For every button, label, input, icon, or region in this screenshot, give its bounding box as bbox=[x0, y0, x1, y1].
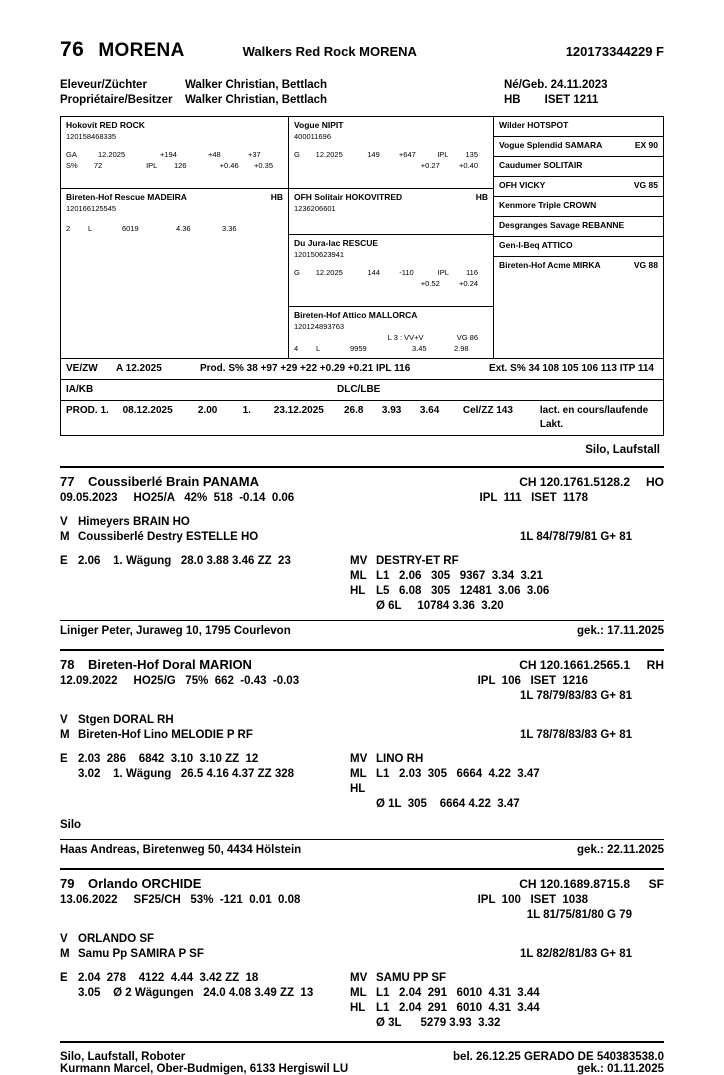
gm-dam-milk: 9959 bbox=[350, 344, 367, 353]
entry-footer bbox=[60, 620, 664, 639]
gp-sire-date: 12.2025 bbox=[315, 150, 343, 159]
owner-value: Walker Christian, Bettlach bbox=[185, 94, 328, 106]
entry-ipl-iset: IPL 106 ISET 1216 bbox=[477, 675, 588, 687]
gm-dam-score: VG 86 bbox=[456, 333, 478, 342]
hl-row bbox=[350, 1001, 664, 1016]
dam-lact-count: 2 bbox=[66, 224, 71, 233]
dam-lact-row bbox=[66, 223, 283, 234]
entry-performance bbox=[60, 752, 664, 812]
entry-performance bbox=[60, 554, 664, 614]
sire-tag: V bbox=[60, 933, 68, 945]
entry-title bbox=[60, 657, 664, 673]
iakb-label: IA/KB bbox=[66, 384, 94, 395]
e-tag: E bbox=[60, 555, 68, 567]
entry-own-perf bbox=[60, 554, 350, 614]
entry-dam-score: 1L 84/78/79/81 G+ 81 bbox=[519, 531, 632, 543]
ggp-row bbox=[494, 117, 663, 137]
gm-sire-v1: 144 bbox=[367, 268, 381, 277]
gp-sire-v1: 149 bbox=[367, 150, 380, 159]
e-line-2: 3.05 Ø 2 Wägungen 24.0 4.08 3.49 ZZ 13 bbox=[78, 987, 314, 999]
hl-label: HL bbox=[350, 585, 366, 597]
prod-age: 2.00 bbox=[197, 405, 218, 416]
dam-lact-label: L bbox=[88, 224, 93, 233]
entry-dam-name: Samu Pp SAMIRA P SF bbox=[78, 948, 204, 960]
entry-own-perf bbox=[60, 971, 350, 1031]
hl-label: HL bbox=[350, 1002, 366, 1014]
ml-row bbox=[350, 986, 664, 1001]
dam-cell bbox=[61, 189, 288, 254]
entry-extra-score-row bbox=[60, 908, 664, 923]
ggp-name: Gen-I-Beq ATTICO bbox=[499, 240, 573, 250]
ml-label: ML bbox=[350, 768, 367, 780]
gm-sire-cell bbox=[289, 235, 493, 307]
entry-e-row-2 bbox=[60, 767, 350, 782]
gp-sire-row-2 bbox=[294, 160, 488, 171]
vezw-label: VE/ZW bbox=[66, 363, 98, 374]
entry-performance bbox=[60, 971, 664, 1031]
entry-title bbox=[60, 876, 664, 892]
entry-dam-row bbox=[60, 530, 664, 545]
entry-number: 78 bbox=[60, 657, 75, 672]
ggp-score: VG 88 bbox=[633, 260, 658, 270]
gp-sire-ipl-label: IPL bbox=[437, 150, 449, 159]
dam-tag: M bbox=[60, 531, 70, 543]
gp-dam-hb: HB bbox=[475, 192, 488, 202]
avg-value: Ø 6L 10784 3.36 3.20 bbox=[376, 600, 504, 612]
mv-value: SAMU PP SF bbox=[376, 972, 447, 984]
entry-sire-row bbox=[60, 932, 664, 947]
ggp-name: Desgranges Savage REBANNE bbox=[499, 220, 625, 230]
page-header bbox=[60, 0, 664, 62]
entry-birth-index: 09.05.2023 HO25/A 42% 518 -0.14 0.06 bbox=[60, 492, 295, 504]
ggp-row bbox=[494, 257, 663, 276]
hl-value: L5 6.08 305 12481 3.06 3.06 bbox=[376, 585, 550, 597]
footer-gek-date: gek.: 01.11.2025 bbox=[577, 1063, 664, 1075]
sire-v5: +0.35 bbox=[254, 161, 273, 170]
pedigree-col-greatgrandparents bbox=[494, 117, 663, 358]
ggp-score: EX 90 bbox=[634, 140, 658, 150]
hl-value: L1 2.04 291 6010 4.31 3.44 bbox=[376, 1002, 540, 1014]
avg-row bbox=[350, 599, 664, 614]
gm-sire-id: 120150623941 bbox=[294, 250, 345, 259]
e-tag: E bbox=[60, 753, 68, 765]
sire-ga-label: GA bbox=[66, 150, 77, 159]
entry-birth-index: 13.06.2022 SF25/CH 53% -121 0.01 0.08 bbox=[60, 894, 301, 906]
entry-parents bbox=[60, 713, 664, 743]
entry-breed: HO bbox=[646, 475, 664, 489]
hl-row bbox=[350, 584, 664, 599]
iset-label: ISET 1211 bbox=[544, 94, 599, 106]
dam-id: 120166125545 bbox=[66, 204, 117, 213]
e-line-1: 2.04 278 4122 4.44 3.42 ZZ 18 bbox=[78, 972, 259, 984]
gp-sire-name: Vogue NIPIT bbox=[294, 120, 344, 130]
ggp-row bbox=[494, 177, 663, 197]
breeder-row bbox=[60, 78, 664, 93]
catalog-entry bbox=[60, 466, 664, 639]
e-line-2: 3.02 1. Wägung 26.5 4.16 4.37 ZZ 328 bbox=[78, 768, 295, 780]
pedigree-col-parents bbox=[61, 117, 289, 358]
entry-parents bbox=[60, 515, 664, 545]
entry-subline bbox=[60, 893, 664, 908]
dam-milk: 6019 bbox=[122, 224, 139, 233]
mv-value: DESTRY-ET RF bbox=[376, 555, 459, 567]
owner-block bbox=[60, 78, 664, 108]
dam-name-row bbox=[66, 192, 283, 203]
mv-row bbox=[350, 554, 664, 569]
gp-dam-name: OFH Solitair HOKOVITRED bbox=[294, 192, 403, 202]
footer-housing: Silo, Laufstall, Roboter bbox=[60, 1051, 186, 1063]
gm-dam-lact-count: 4 bbox=[294, 344, 299, 353]
ggp-name: Bireten-Hof Acme MIRKA bbox=[499, 260, 601, 270]
entry-title bbox=[60, 474, 664, 490]
entry-name: Orlando ORCHIDE bbox=[88, 876, 202, 891]
gm-dam-class-row bbox=[294, 332, 488, 343]
gm-dam-id: 120124893763 bbox=[294, 322, 345, 331]
sire-name: Hokovit RED ROCK bbox=[66, 120, 145, 130]
entry-ipl-iset: IPL 111 ISET 1178 bbox=[479, 492, 588, 504]
dlclbe-label: DLC/LBE bbox=[337, 384, 381, 395]
footer-row-1 bbox=[60, 1051, 664, 1063]
iakb-row bbox=[61, 380, 663, 401]
sire-id: 120158468335 bbox=[66, 132, 117, 141]
entry-dam-perf bbox=[350, 971, 664, 1031]
entry-e-row bbox=[60, 752, 350, 767]
prod-cellcount: Cel/ZZ 143 bbox=[462, 405, 513, 416]
entry-extra-score: 1L 81/75/81/80 G 79 bbox=[526, 909, 632, 921]
entry-number: 79 bbox=[60, 876, 75, 891]
sire-s-label: S% bbox=[66, 161, 78, 170]
prod-date1: 08.12.2025 bbox=[122, 405, 173, 416]
entry-breed: RH bbox=[646, 658, 664, 672]
breeder-value: Walker Christian, Bettlach bbox=[185, 79, 328, 91]
gm-sire-ipl: 116 bbox=[466, 268, 479, 277]
prod-values: Prod. S% 38 +97 +29 +22 +0.29 +0.21 IPL 116 bbox=[200, 363, 411, 374]
ml-label: ML bbox=[350, 570, 367, 582]
entry-ch-id: CH 120.1761.5128.2 bbox=[519, 475, 630, 489]
ggp-name: Wilder HOTSPOT bbox=[499, 120, 569, 130]
gm-dam-fat: 3.45 bbox=[412, 344, 427, 353]
gp-sire-ipl: 135 bbox=[465, 150, 479, 159]
entry-sire-row bbox=[60, 515, 664, 530]
entry-housing-row bbox=[60, 818, 664, 833]
gp-sire-cell bbox=[289, 117, 493, 189]
entry-e-row-2 bbox=[60, 986, 350, 1001]
lot-number: 76 bbox=[60, 38, 85, 61]
entry-sire-name: Stgen DORAL RH bbox=[78, 714, 174, 726]
prod-date2: 23.12.2025 bbox=[273, 405, 324, 416]
mv-label: MV bbox=[350, 972, 368, 984]
ml-value: L1 2.03 305 6664 4.22 3.47 bbox=[376, 768, 540, 780]
entry-dam-row bbox=[60, 947, 664, 962]
entry-dam-row bbox=[60, 728, 664, 743]
gm-sire-name: Du Jura-lac RESCUE bbox=[294, 238, 379, 248]
sire-index-row-2 bbox=[66, 160, 283, 171]
entry-dam-name: Coussiberlé Destry ESTELLE HO bbox=[78, 531, 259, 543]
sire-ipl-value: 126 bbox=[173, 161, 187, 170]
animal-full-name: Walkers Red Rock MORENA bbox=[242, 44, 417, 59]
gp-sire-v4: +0.40 bbox=[459, 161, 478, 170]
ggp-row bbox=[494, 237, 663, 257]
avg-row bbox=[350, 797, 664, 812]
footer-row-2 bbox=[60, 1063, 664, 1075]
dam-name: Bireten-Hof Rescue MADEIRA bbox=[66, 192, 187, 202]
dam-fat: 4.36 bbox=[176, 224, 191, 233]
catalog-entry bbox=[60, 649, 664, 858]
pedigree-table bbox=[60, 116, 664, 359]
gm-sire-ipl-label: IPL bbox=[437, 268, 449, 277]
hl-row bbox=[350, 782, 664, 797]
gm-dam-cell bbox=[289, 307, 493, 358]
vezw-row bbox=[61, 359, 663, 380]
entry-subline bbox=[60, 491, 664, 506]
sire-ga-v2: +48 bbox=[208, 150, 221, 159]
ml-label: ML bbox=[350, 987, 367, 999]
ggp-name: Caudumer SOLITAIR bbox=[499, 160, 583, 170]
entry-ch-id: CH 120.1661.2565.1 bbox=[519, 658, 630, 672]
entry-housing: Silo bbox=[60, 819, 82, 831]
entry-owner: Liniger Peter, Juraweg 10, 1795 Courlevon bbox=[60, 625, 291, 637]
sire-tag: V bbox=[60, 714, 68, 726]
sire-index-row-1 bbox=[66, 149, 283, 160]
e-line-1: 2.06 1. Wägung 28.0 3.88 3.46 ZZ 23 bbox=[78, 555, 291, 567]
ggp-name: Vogue Splendid SAMARA bbox=[499, 140, 603, 150]
entry-name: Coussiberlé Brain PANAMA bbox=[88, 474, 259, 489]
gm-sire-row-1 bbox=[294, 267, 488, 278]
gm-dam-name: Bireten-Hof Attico MALLORCA bbox=[294, 310, 418, 320]
gp-dam-id: 1236206601 bbox=[294, 204, 336, 213]
mv-value: LINO RH bbox=[376, 753, 424, 765]
gp-sire-v3: +0.27 bbox=[420, 161, 440, 170]
sire-ipl-label: IPL bbox=[146, 161, 158, 170]
gm-sire-v4: +0.24 bbox=[459, 279, 478, 288]
footer-owner: Kurmann Marcel, Ober-Budmigen, 6133 Hergiswil LU bbox=[60, 1063, 349, 1075]
dam-protein: 3.36 bbox=[222, 224, 237, 233]
gm-sire-v2: -110 bbox=[399, 268, 414, 277]
pedigree-col-grandparents bbox=[289, 117, 494, 358]
herdbook-info bbox=[504, 93, 664, 108]
gm-sire-row-2 bbox=[294, 278, 488, 289]
entry-dam-perf bbox=[350, 554, 664, 614]
e-line-1: 2.03 286 6842 3.10 3.10 ZZ 12 bbox=[78, 753, 259, 765]
breeder-label: Eleveur/Züchter bbox=[60, 79, 147, 91]
entry-number: 77 bbox=[60, 474, 75, 489]
ggp-name: Kenmore Triple CROWN bbox=[499, 200, 597, 210]
entry-subline bbox=[60, 674, 664, 689]
vezw-date: A 12.2025 bbox=[116, 363, 162, 374]
gm-sire-g-label: G bbox=[294, 268, 300, 277]
mv-row bbox=[350, 971, 664, 986]
avg-value: Ø 3L 5279 3.93 3.32 bbox=[376, 1017, 501, 1029]
prod-fat: 3.93 bbox=[381, 405, 402, 416]
entry-dam-name: Bireten-Hof Lino MELODIE P RF bbox=[78, 729, 253, 741]
entry-birth-index: 12.09.2022 HO25/G 75% 662 -0.43 -0.03 bbox=[60, 675, 300, 687]
entry-dam-score: 1L 82/82/81/83 G+ 81 bbox=[519, 948, 632, 960]
entry-gek-date: gek.: 22.11.2025 bbox=[577, 844, 664, 856]
mv-label: MV bbox=[350, 555, 368, 567]
prod-lact: 1. bbox=[242, 405, 251, 416]
gm-sire-v3: +0.52 bbox=[420, 279, 440, 288]
breeding-values-block bbox=[60, 359, 664, 436]
entry-e-row bbox=[60, 971, 350, 986]
owner-row bbox=[60, 93, 664, 108]
entry-dam-score: 1L 78/78/83/83 G+ 81 bbox=[519, 729, 632, 741]
gp-sire-v2: +647 bbox=[398, 150, 416, 159]
animal-name: MORENA bbox=[98, 40, 185, 61]
ggp-row bbox=[494, 157, 663, 177]
ggp-score: VG 85 bbox=[633, 180, 658, 190]
prod-milk: 26.8 bbox=[343, 405, 364, 416]
e-tag: E bbox=[60, 972, 68, 984]
entry-extra-score: 1L 78/79/83/83 G+ 81 bbox=[519, 690, 632, 702]
entry-extra-score-row bbox=[60, 689, 664, 704]
sire-ga-v3: +37 bbox=[248, 150, 261, 159]
entry-breed: SF bbox=[648, 877, 664, 891]
ml-row bbox=[350, 767, 664, 782]
sire-s-value: 72 bbox=[93, 161, 103, 170]
prod-note: lact. en cours/laufende Lakt. bbox=[539, 405, 649, 430]
owner-label: Propriétaire/Besitzer bbox=[60, 94, 173, 106]
mv-label: MV bbox=[350, 753, 368, 765]
ml-row bbox=[350, 569, 664, 584]
gm-dam-lact-row bbox=[294, 343, 488, 354]
ggp-row bbox=[494, 217, 663, 237]
entry-sire-name: ORLANDO SF bbox=[78, 933, 155, 945]
gm-dam-lact-label: L bbox=[316, 344, 321, 353]
mv-row bbox=[350, 752, 664, 767]
gm-dam-class: L 3 : VV+V bbox=[387, 333, 424, 342]
sire-cell bbox=[61, 117, 288, 189]
dam-tag: M bbox=[60, 948, 70, 960]
dam-tag: M bbox=[60, 729, 70, 741]
hb-label: HB bbox=[504, 94, 521, 106]
entry-e-row bbox=[60, 554, 350, 569]
ml-value: L1 2.04 291 6010 4.31 3.44 bbox=[376, 987, 540, 999]
gm-dam-protein: 2.98 bbox=[454, 344, 469, 353]
page-footer bbox=[60, 1041, 664, 1075]
footer-insemination: bel. 26.12.25 GERADO DE 540383538.0 bbox=[453, 1051, 664, 1063]
ext-values: Ext. S% 34 108 105 106 113 ITP 114 bbox=[489, 363, 654, 374]
entry-ch-id: CH 120.1689.8715.8 bbox=[519, 877, 630, 891]
hl-label: HL bbox=[350, 783, 366, 795]
entry-owner: Haas Andreas, Biretenweg 50, 4434 Hölstein bbox=[60, 844, 302, 856]
ggp-row bbox=[494, 137, 663, 157]
catalog-entry bbox=[60, 868, 664, 1031]
gp-sire-id: 400011696 bbox=[294, 132, 331, 141]
animal-id: 120173344229 F bbox=[565, 44, 664, 59]
ggp-row bbox=[494, 197, 663, 217]
gm-sire-date: 12.2025 bbox=[315, 268, 343, 277]
entry-sire-name: Himeyers BRAIN HO bbox=[78, 516, 190, 528]
dam-hb: HB bbox=[270, 192, 283, 202]
birth-date: Né/Geb. 24.11.2023 bbox=[504, 79, 608, 91]
avg-value: Ø 1L 305 6664 4.22 3.47 bbox=[376, 798, 520, 810]
sire-ga-date: 12.2025 bbox=[98, 150, 126, 159]
entry-name: Bireten-Hof Doral MARION bbox=[88, 657, 252, 672]
sire-ga-v1: +194 bbox=[160, 150, 177, 159]
ml-value: L1 2.06 305 9367 3.34 3.21 bbox=[376, 570, 543, 582]
gp-dam-cell bbox=[289, 189, 493, 235]
sire-tag: V bbox=[60, 516, 68, 528]
entry-parents bbox=[60, 932, 664, 962]
sire-v4: +0.46 bbox=[219, 161, 239, 170]
gp-sire-row-1 bbox=[294, 149, 488, 160]
entry-footer bbox=[60, 839, 664, 858]
prod-row bbox=[61, 401, 663, 435]
gp-dam-name-row bbox=[294, 192, 488, 203]
prod-label: PROD. 1. bbox=[66, 405, 109, 416]
entry-dam-perf bbox=[350, 752, 664, 812]
entry-ipl-iset: IPL 100 ISET 1038 bbox=[477, 894, 588, 906]
entry-own-perf bbox=[60, 752, 350, 812]
ggp-name: OFH VICKY bbox=[499, 180, 546, 190]
housing-info: Silo, Laufstall bbox=[585, 444, 660, 456]
gp-sire-g-label: G bbox=[294, 150, 300, 159]
entry-gek-date: gek.: 17.11.2025 bbox=[577, 625, 664, 637]
prod-protein: 3.64 bbox=[419, 405, 440, 416]
entry-sire-row bbox=[60, 713, 664, 728]
